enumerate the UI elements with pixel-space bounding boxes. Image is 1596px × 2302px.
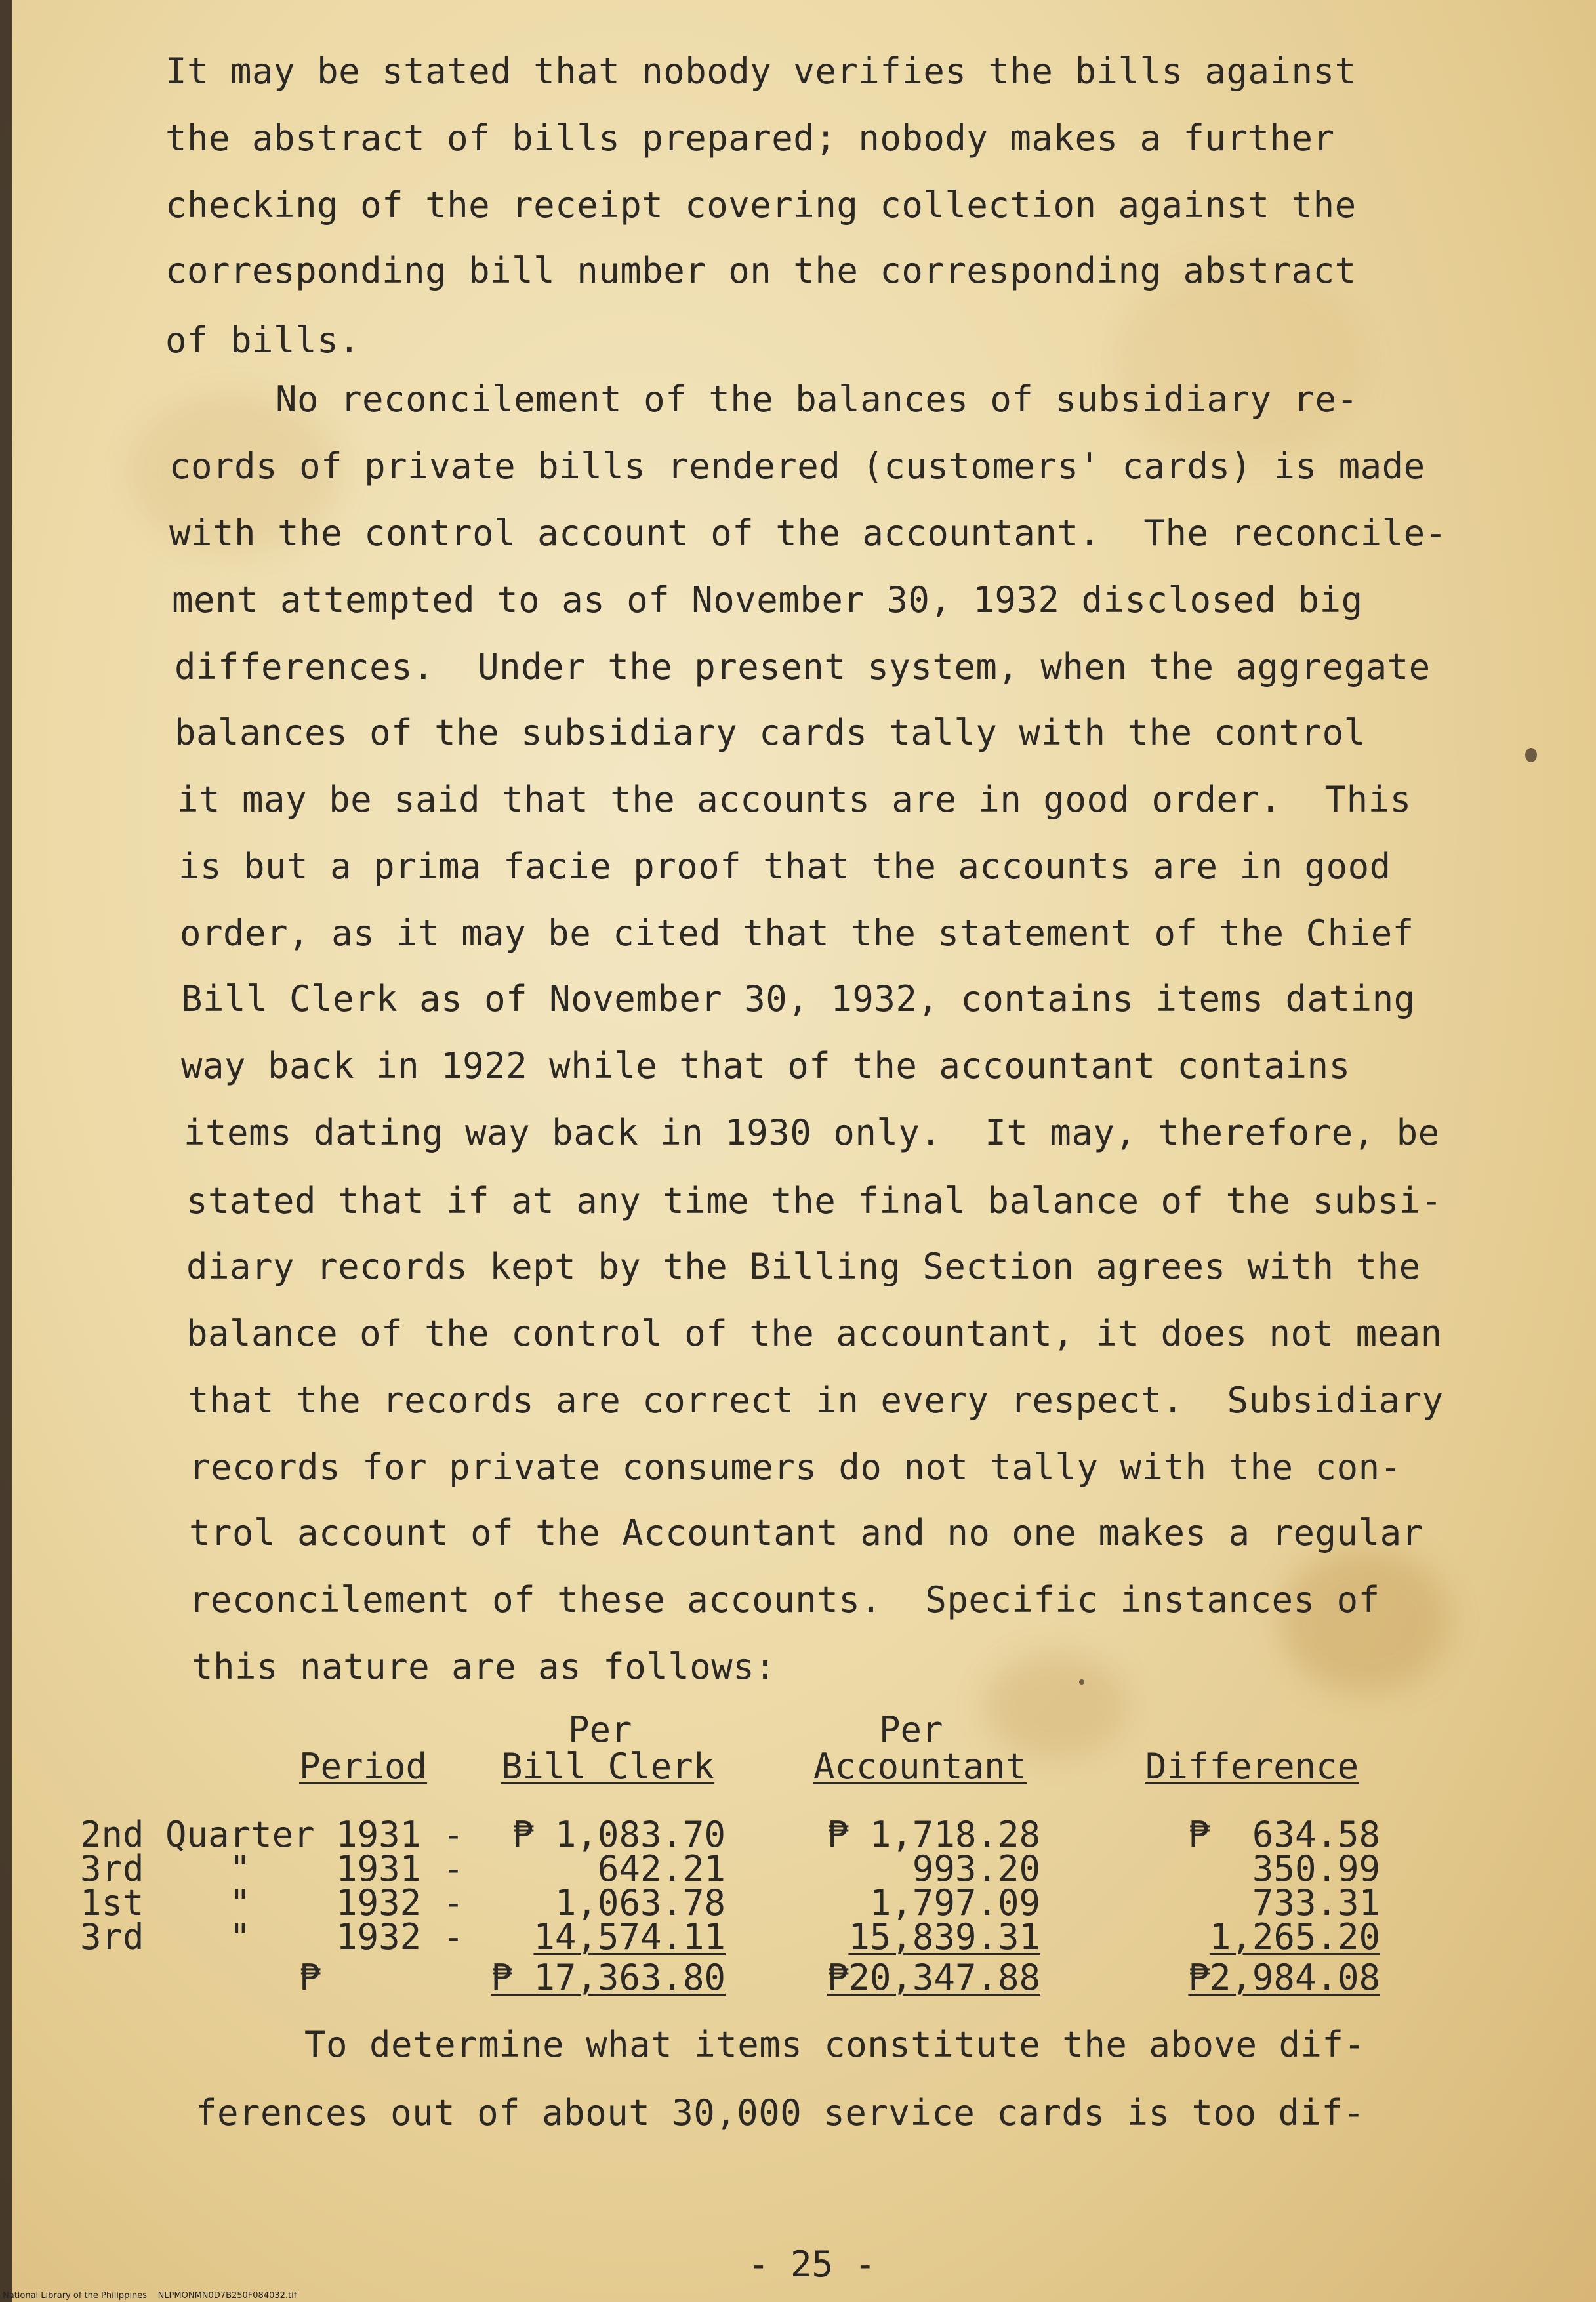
accountant-total: ₱20,347.88 xyxy=(827,1957,1040,1998)
scan-footer: National Library of the Philippines NLPMONMN0D7B250F084032.tif xyxy=(3,2291,297,2301)
column-header-accountant-top: Per xyxy=(879,1709,943,1750)
text-line: the abstract of bills prepared; nobody makes a further xyxy=(165,117,1335,159)
difference-value: 1,265.20 xyxy=(1209,1916,1380,1958)
text-line: items dating way back in 1930 only. It may, therefore, be xyxy=(184,1112,1440,1153)
accountant-value: 15,839.31 xyxy=(848,1916,1040,1958)
row-label: 1st " 1932 - xyxy=(80,1882,464,1923)
total-peso-sign: ₱ xyxy=(299,1957,321,1998)
text-line: ferences out of about 30,000 service cards is too dif- xyxy=(195,2092,1365,2133)
accountant-value: 993.20 xyxy=(912,1848,1040,1889)
difference-value: ₱ 634.58 xyxy=(1188,1814,1380,1855)
page-number: - 25 - xyxy=(748,2244,876,2285)
row-label: 3rd " 1932 - xyxy=(80,1916,464,1958)
bill-clerk-value: 642.21 xyxy=(597,1848,726,1889)
text-line: differences. Under the present system, when the aggregate xyxy=(174,646,1431,688)
column-header-bill-clerk-top: Per xyxy=(568,1709,632,1750)
text-line: order, as it may be cited that the statement of the Chief xyxy=(180,913,1414,954)
paper-stain xyxy=(1115,262,1364,459)
text-line: trol account of the Accountant and no one makes a regular xyxy=(189,1512,1423,1553)
text-line: balances of the subsidiary cards tally with the control xyxy=(174,712,1366,753)
text-line: checking of the receipt covering collection against the xyxy=(165,184,1357,226)
difference-total: ₱2,984.08 xyxy=(1188,1957,1380,1998)
accountant-value: ₱ 1,718.28 xyxy=(827,1814,1040,1855)
text-line: of bills. xyxy=(165,319,361,361)
text-line: with the control account of the accountant. The reconcile- xyxy=(169,512,1447,554)
paper-stain xyxy=(1279,1548,1450,1693)
ink-speck xyxy=(1525,748,1537,762)
column-header-period: Period xyxy=(299,1746,428,1787)
text-line: reconcilement of these accounts. Specific instances of xyxy=(189,1579,1380,1620)
text-line: corresponding bill number on the corresponding abstract xyxy=(165,250,1357,291)
text-line: that the records are correct in every respect. Subsidiary xyxy=(188,1380,1444,1421)
text-line: is but a prima facie proof that the accounts are in good xyxy=(178,846,1391,887)
text-line: Bill Clerk as of November 30, 1932, contains items dating xyxy=(181,978,1416,1019)
difference-value: 733.31 xyxy=(1252,1882,1380,1923)
text-line: It may be stated that nobody verifies the bills against xyxy=(165,51,1357,92)
column-header-accountant: Accountant xyxy=(813,1746,1027,1787)
scan-edge xyxy=(0,0,12,2302)
row-label: 3rd " 1931 - xyxy=(80,1848,464,1889)
text-line: balance of the control of the accountant, it does not mean xyxy=(186,1313,1443,1354)
bill-clerk-value: ₱ 1,083.70 xyxy=(512,1814,726,1855)
difference-value: 350.99 xyxy=(1252,1848,1380,1889)
bill-clerk-total: ₱ 17,363.80 xyxy=(491,1957,726,1998)
row-label: 2nd Quarter 1931 - xyxy=(80,1814,464,1855)
text-line: records for private consumers do not tally with the con- xyxy=(189,1447,1402,1488)
text-line: To determine what items constitute the above dif- xyxy=(304,2024,1366,2065)
text-line: this nature are as follows: xyxy=(192,1646,777,1687)
column-header-bill-clerk: Bill Clerk xyxy=(501,1746,715,1787)
text-line: ment attempted to as of November 30, 1932 disclosed big xyxy=(172,579,1363,621)
bill-clerk-value: 1,063.78 xyxy=(554,1882,726,1923)
text-line: diary records kept by the Billing Section agrees with the xyxy=(186,1246,1421,1287)
text-line: cords of private bills rendered (customers' cards) is made xyxy=(169,445,1425,487)
column-header-difference: Difference xyxy=(1145,1746,1359,1787)
text-line: No reconcilement of the balances of subsidiary re- xyxy=(276,379,1359,420)
accountant-value: 1,797.09 xyxy=(869,1882,1040,1923)
text-line: stated that if at any time the final balance of the subsi- xyxy=(186,1180,1443,1222)
paper-stain xyxy=(984,1653,1128,1758)
text-line: way back in 1922 while that of the accountant contains xyxy=(181,1045,1351,1086)
ink-speck xyxy=(1079,1679,1084,1685)
bill-clerk-value: 14,574.11 xyxy=(533,1916,726,1958)
text-line: it may be said that the accounts are in good order. This xyxy=(177,779,1412,820)
